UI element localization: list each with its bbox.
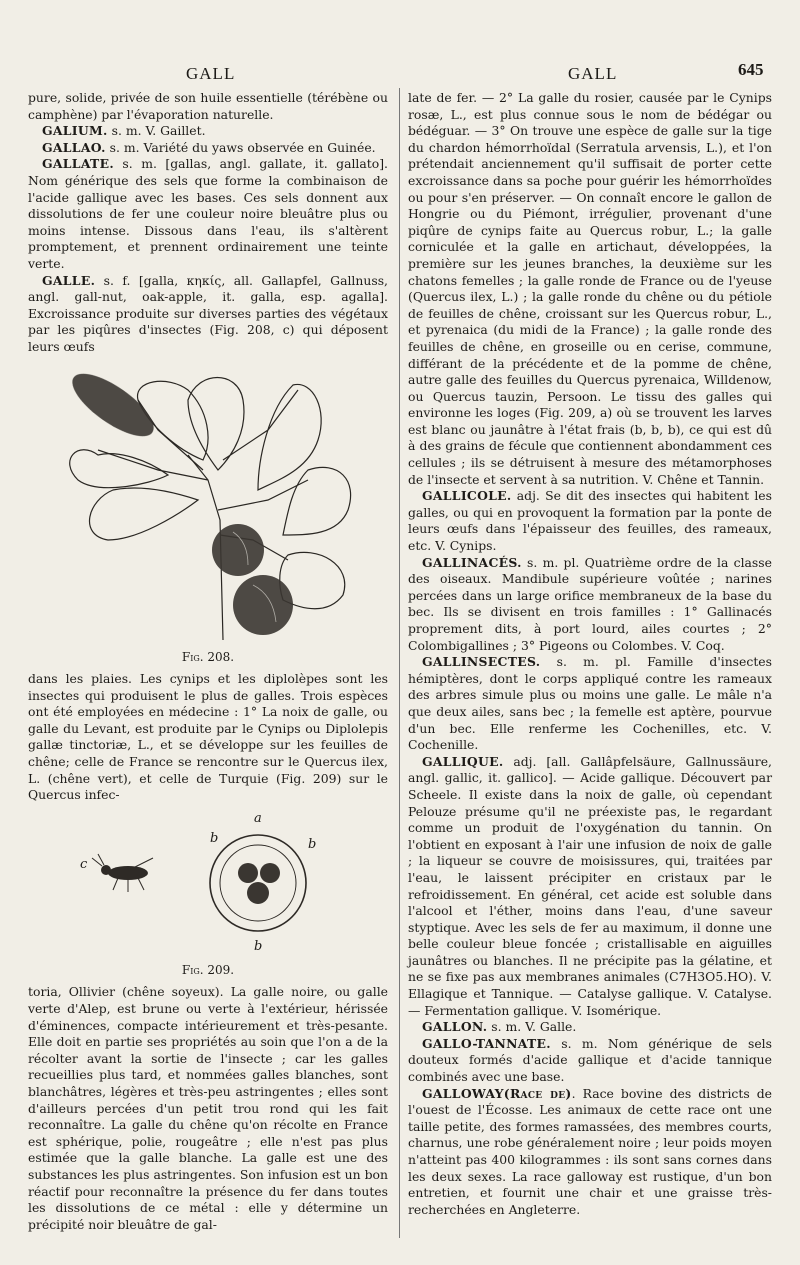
definition: s. m. pl. Famille d'insectes hémiptères, dont le corps appliqué contre les rameaux des arbres simule plus ou moins une galle. Le mâle n'a que deux ailes, sans bec ; la femelle est aptère, pourvue d'un bec. Elle renferme les Cochenilles, etc. V. Cochenille.	[408, 654, 772, 753]
figure-label-b: b	[308, 836, 317, 852]
entry-gallo-tannate	[408, 1036, 772, 1086]
paragraph: late de fer. — 2° La galle du rosier, causée par le Cynips rosæ, L., est plus connue sous le nom de bédégar ou bédéguar. — 3° On trouve une espèce de galle sur la tige du chardon hémorrhoïdal (Serratula arvensis, L.), et l'on prétendait anciennement qu'il suffisait de porter cette excroissance dans sa poche pour guérir les hémorrhoïdes ou pour s'en préserver. — On connaît encore le gallon de Hongrie ou du Piémont, irrégulier, provenant d'une piqûre de cynips faite au Quercus robur, L.; la galle corniculée et la galle en artichaut, développées, la première sur les jeunes branches, la deuxième sur les chatons femelles ; la galle ronde de France ou de l'yeuse (Quercus ilex, L.) ; la galle ronde du chêne ou du pétiole de feuilles de chêne, croissant sur les Quercus robur, L., et pyrenaica (du midi de la France) ; la galle ronde des feuilles de chêne, en groseille ou en cerise, commune, différant de la précédente et de la pomme de chêne, autre galle des feuilles du Quercus pyrenaica, Willdenow, ou Quercus tauzin, Persoon. Le tissu des galles qui environne les loges (Fig. 209, a) où se trouvent les larves est blanc ou jaunâtre à l'état frais (b, b, b), ce qui est dû à des grains de fécule que contiennent abondamment ces cellules ; ils se détruisent à mesure des métamorphoses de l'insecte et servent à sa nutrition. V. Chêne et Tannin.	[408, 90, 772, 487]
entry-gallon	[408, 1019, 772, 1036]
headword: GALLINSECTES.	[422, 654, 541, 670]
definition: adj. Se dit des insectes qui habitent les galles, ou qui en provoquent la formation par la ponte de leurs œufs dans l'épaisseur des feuilles, des rameaux, etc. V. Cynips.	[408, 488, 772, 554]
headword: GALLAO.	[42, 139, 106, 155]
headword: GALLOWAY	[422, 1085, 504, 1101]
definition: s. m. Variété du yaws observée en Guinée.	[105, 139, 376, 155]
definition: s. m. [gallas, angl. gallate, it. gallato]. Nom générique des sels que forme la combinaison de l'acide gallique avec les bases. Ces sels donnent aux dissolutions de fer une couleur noire bleuâtre plus ou moins intense. Dissous dans l'eau, ils s'altèrent promptement, et prennent ordinairement une teinte verte.	[28, 156, 388, 271]
figure-caption: Fig. 209.	[181, 962, 235, 977]
figure-209-gall-section-illustration	[58, 808, 358, 958]
running-head-left: GALL	[186, 64, 236, 83]
headword: GALIUM.	[42, 123, 108, 139]
figure-208-oak-gall-illustration	[38, 360, 378, 645]
figure-label-a: a	[254, 810, 262, 826]
headword: GALLATE.	[42, 156, 114, 172]
right-column	[408, 90, 772, 1218]
entry-galle	[28, 273, 388, 356]
definition: s. m. V. Galle.	[487, 1019, 577, 1035]
figure-caption: Fig. 208.	[181, 649, 235, 664]
entry-gallique	[408, 754, 772, 1020]
definition: s. f. [galla, κηκίς, all. Gallapfel, Gallnuss, angl. gall-nut, oak-apple, it. galla, esp. agalla]. Excroissance produite sur diverses parties des végétaux par les piqûres d'insectes (Fig. 208, c) qui déposent leurs œufs	[28, 272, 388, 354]
headword: GALLINACÉS.	[422, 554, 522, 570]
definition: s. m. Nom générique de sels douteux formés d'acide gallique et d'acide tannique combinés avec une base.	[408, 1035, 772, 1085]
headword-qualifier: (Race de)	[503, 1085, 572, 1101]
page-number: 645	[738, 60, 764, 79]
headword: GALLICOLE.	[422, 488, 512, 504]
definition: s. m. V. Gaillet.	[107, 123, 206, 139]
definition: s. m. pl. Quatrième ordre de la classe des oiseaux. Mandibule supérieure voûtée ; narines percées dans un large orifice membraneux de la base du bec. Ils se divisent en trois familles : 1° Gallinacés proprement dits, à port lourd, ailes courtes ; 2° Colombigallines ; 3° Pigeons ou Colombes. V. Coq.	[408, 554, 772, 653]
entry-gallao	[28, 140, 388, 157]
entry-gallinaces	[408, 555, 772, 655]
entry-gallicole	[408, 488, 772, 554]
figure-label-c: c	[80, 856, 88, 872]
definition: adj. [all. Gallâpfelsäure, Gallnussäure, angl. gallic, it. gallico]. — Acide gallique. Découvert par Scheele. Il existe dans la noix de galle, où cependant Pelouze présume qu'il ne préexiste pas, le regardant comme un produit de l'oxygénation du tannin. On l'obtient en exposant à l'air une infusion de noix de galle ; la liqueur se couvre de moisissures, qui, traitées par l'eau, le laissent précipiter en cristaux par le refroidissement. En général, cet acide est soluble dans l'alcool et l'éther, moins dans l'eau, d'une saveur styptique. Avec les sels de fer au maximum, il donne une belle couleur bleue foncée ; cristallisable en aiguilles jaunâtres ou blanches. Il ne précipite pas la gélatine, et ne se fixe pas aux membranes animales (C7H3O5.HO). V. Ellagique et Tannique. — Catalyse gallique. V. Catalyse. — Fermentation gallique. V. Isomérique.	[408, 753, 772, 1018]
headword: GALLO-TANNATE.	[422, 1035, 551, 1051]
headword: GALLON.	[422, 1019, 488, 1035]
figure-label-b: b	[254, 938, 263, 954]
column-rule	[399, 88, 400, 1238]
entry-galloway	[408, 1086, 772, 1219]
paragraph: dans les plaies. Les cynips et les diplolèpes sont les insectes qui produisent le plus de galles. Trois espèces ont été employées en médecine : 1° La noix de galle, ou galle du Levant, est produite par le Cynips ou Diplolepis gallæ tinctoriæ, L., et se développe sur les feuilles de chêne; celle de France se rencontre sur le Quercus ilex, L. (chêne vert), et celle de Turquie (Fig. 209) sur le Quercus infec-	[28, 671, 388, 803]
headword: GALLIQUE.	[422, 753, 504, 769]
paragraph: toria, Ollivier (chêne soyeux). La galle noire, ou galle verte d'Alep, est brune ou verte à l'extérieur, hérissée d'éminences, compacte intérieurement et très-pesante. Elle doit en partie ses propriétés au soin que l'on a de la récolter avant la sortie de l'insecte ; car les galles recueillies plus tard, et nommées galles blanches, sont blanchâtres, légères et très-peu astringentes ; elles sont d'ailleurs percées d'un petit trou rond qui les fait reconnaître. La galle du chêne qu'on récolte en France est sphérique, polie, rougeâtre ; elle n'est pas plus estimée que la galle blanche. La galle est une des substances les plus astringentes. Son infusion est un bon réactif pour reconnaître la présence du fer dans toutes les dissolutions de ce métal : elle y détermine un précipité noir bleuâtre de gal-	[28, 984, 388, 1232]
paragraph: pure, solide, privée de son huile essentielle (térébène ou camphène) par l'évaporation naturelle.	[28, 90, 388, 122]
left-column	[28, 90, 388, 1233]
definition: . Race bovine des districts de l'ouest de l'Écosse. Les animaux de cette race ont une taille petite, des formes ramassées, des membres courts, charnus, une robe généralement noire ; leur poids moyen n'atteint pas 400 kilogrammes : ils sont sans cornes dans les deux sexes. La race galloway est rustique, d'un bon entretien, et fournit une chair et une graisse très-recherchées en Angleterre.	[408, 1085, 772, 1217]
figure-label-b: b	[210, 830, 219, 846]
entry-gallinsectes	[408, 654, 772, 754]
entry-galium	[28, 123, 388, 140]
entry-gallate	[28, 156, 388, 272]
headword: GALLE.	[42, 272, 96, 288]
running-head-right: GALL	[568, 64, 618, 83]
